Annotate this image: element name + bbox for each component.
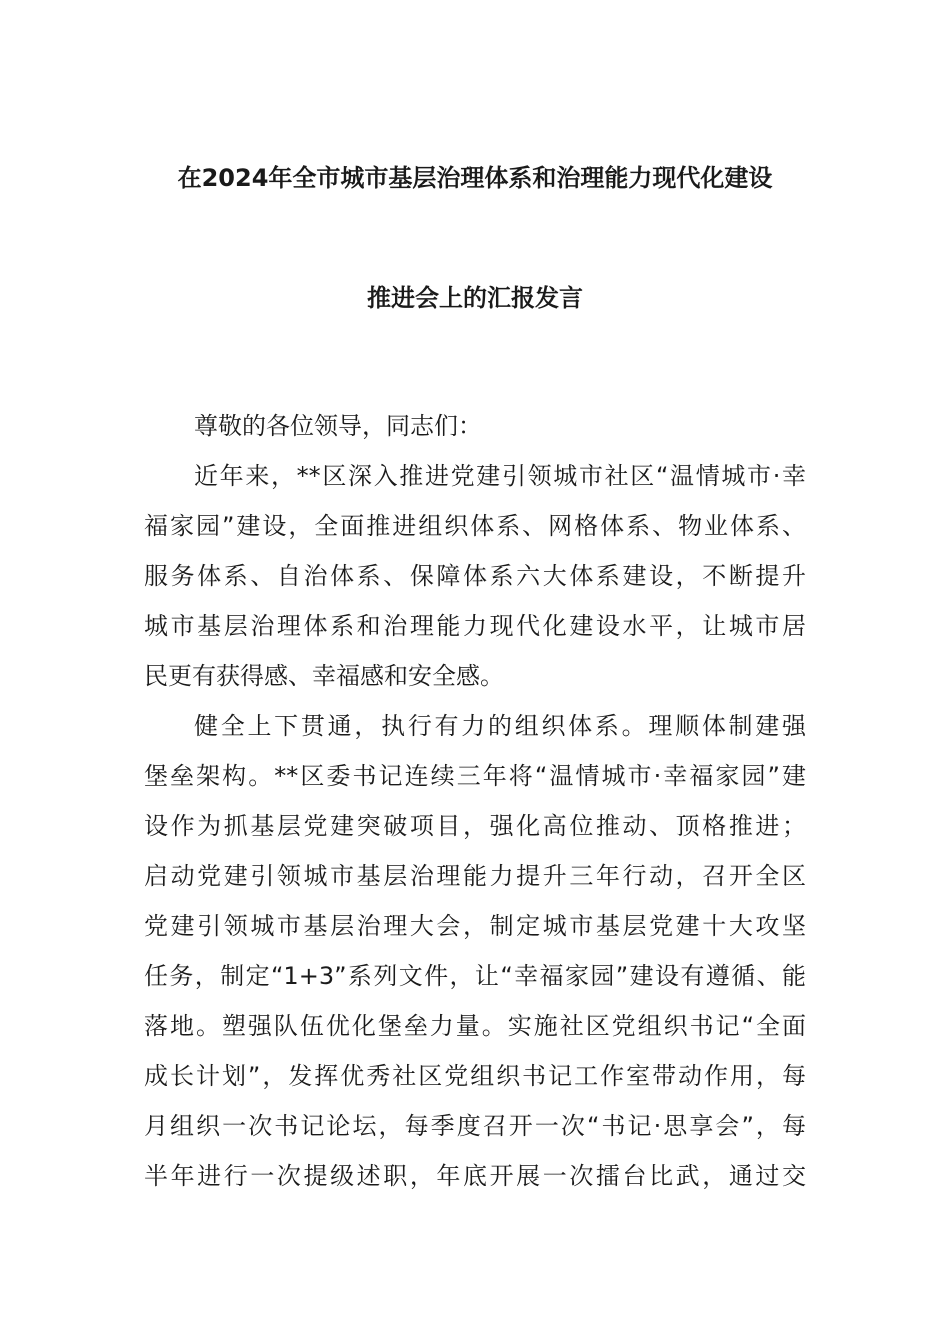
- paragraph-line: 任务，制定“1+3”系列文件，让“幸福家园”建设有遵循、能: [144, 962, 806, 990]
- paragraph-line: 启动党建引领城市基层治理能力提升三年行动，召开全区: [144, 862, 806, 890]
- paragraph-line: 健全上下贯通，执行有力的组织体系。理顺体制建强: [194, 712, 806, 740]
- document-title-line-1: 在2024年全市城市基层治理体系和治理能力现代化建设: [177, 164, 773, 192]
- paragraph-1: [144, 451, 806, 701]
- paragraph-line: 民更有获得感、幸福感和安全感。: [144, 662, 504, 690]
- paragraph-line: 设作为抓基层党建突破项目，强化高位推动、顶格推进；: [144, 812, 806, 840]
- document-body: [144, 401, 806, 1201]
- paragraph-2: [144, 701, 806, 1201]
- paragraph-line: 落地。塑强队伍优化堡垒力量。实施社区党组织书记“全面: [144, 1012, 806, 1040]
- paragraph-line: 堡垒架构。**区委书记连续三年将“温情城市·幸福家园”建: [144, 762, 806, 790]
- paragraph-line: 党建引领城市基层治理大会，制定城市基层党建十大攻坚: [144, 912, 806, 940]
- paragraph-line: 成长计划”，发挥优秀社区党组织书记工作室带动作用，每: [144, 1062, 806, 1090]
- paragraph-line: 服务体系、自治体系、保障体系六大体系建设，不断提升: [144, 562, 806, 590]
- paragraph-line: 城市基层治理体系和治理能力现代化建设水平，让城市居: [144, 612, 806, 640]
- paragraph-line: 月组织一次书记论坛，每季度召开一次“书记·思享会”，每: [144, 1112, 806, 1140]
- paragraph-line: 半年进行一次提级述职，年底开展一次擂台比武，通过交: [144, 1162, 806, 1190]
- salutation: 尊敬的各位领导，同志们：: [194, 412, 482, 440]
- paragraph-line: 近年来，**区深入推进党建引领城市社区“温情城市·幸: [194, 462, 806, 490]
- paragraph-line: 福家园”建设，全面推进组织体系、网格体系、物业体系、: [144, 512, 806, 540]
- document-title-line-2: 推进会上的汇报发言: [367, 284, 583, 312]
